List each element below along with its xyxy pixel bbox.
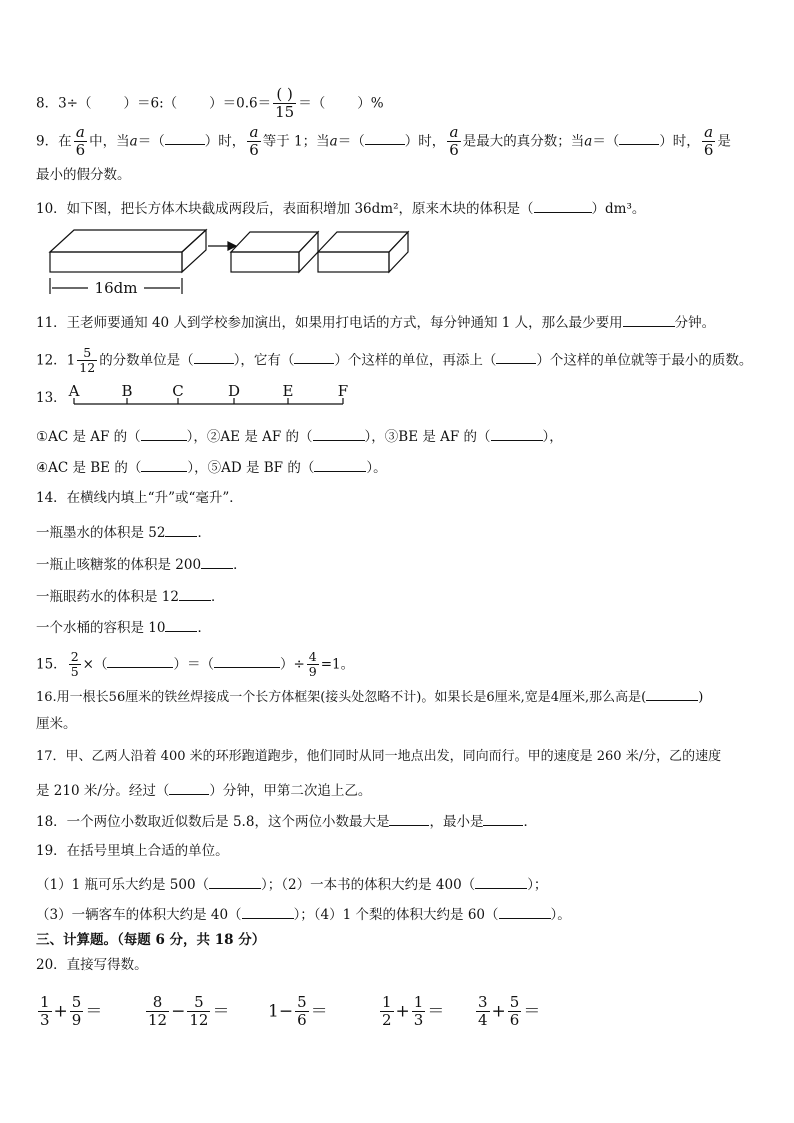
e3-operator: − bbox=[278, 1001, 294, 1022]
q16-blank[interactable] bbox=[646, 688, 698, 701]
q9-text-5: ＝（ bbox=[337, 133, 365, 150]
question-18 bbox=[36, 813, 537, 830]
q9-blank-1[interactable] bbox=[165, 132, 205, 145]
e4-frac-1 bbox=[380, 994, 394, 1030]
point-label-e: E bbox=[282, 382, 294, 400]
question-11 bbox=[36, 314, 715, 331]
e5-f2-num: 5 bbox=[509, 993, 520, 1011]
e3-f-den: 6 bbox=[297, 1011, 307, 1030]
q9-f1-den: 6 bbox=[75, 141, 86, 160]
q9-text-1: 中，当 bbox=[89, 133, 130, 150]
q16-text-2: ) bbox=[698, 690, 704, 705]
q16-text-1: 16.用一根长56厘米的铁丝焊接成一个长方体框架(接头处忽略不计)。如果长是6厘米,宽是4厘米,那么高是( bbox=[36, 690, 647, 705]
q9-text-6: ）时， bbox=[404, 133, 446, 150]
q18-blank-2[interactable] bbox=[483, 813, 523, 826]
e4-frac-2 bbox=[412, 994, 426, 1030]
q14-blank-2[interactable] bbox=[201, 556, 233, 569]
question-10 bbox=[36, 200, 645, 217]
big-block-side bbox=[182, 230, 206, 272]
point-label-c: C bbox=[172, 382, 184, 400]
question-16-line-2: 厘米。 bbox=[36, 716, 77, 732]
q11-text-2: 分钟。 bbox=[674, 315, 716, 331]
q19-blank-1[interactable] bbox=[209, 876, 261, 889]
e4-equals: ＝ bbox=[427, 1001, 445, 1022]
question-13-row-1 bbox=[36, 428, 563, 445]
question-13-row-2 bbox=[36, 459, 387, 476]
q8-text-3: ）＝0.6＝ bbox=[209, 95, 272, 112]
question-12 bbox=[36, 346, 752, 376]
q8-number: 8． bbox=[36, 95, 59, 112]
q12-blank-3[interactable] bbox=[496, 351, 536, 364]
q12-text-2: ），它有（ bbox=[233, 352, 295, 369]
e5-frac-1 bbox=[476, 994, 490, 1030]
block2-side bbox=[299, 232, 318, 272]
e1-frac-2 bbox=[70, 994, 84, 1030]
e2-f1-den: 12 bbox=[148, 1011, 168, 1030]
q13-blank-2[interactable] bbox=[313, 428, 365, 441]
q13-r1-text-c: ），③BE 是 AF 的（ bbox=[364, 429, 491, 445]
q9-fraction-2 bbox=[247, 124, 261, 160]
q12-text-1: 的分数单位是（ bbox=[99, 352, 194, 369]
q10-text-2: ）dm³。 bbox=[591, 201, 646, 217]
q15-f2-den: 9 bbox=[308, 664, 317, 680]
q12-text-3: ）个这样的单位，再添上（ bbox=[334, 352, 497, 369]
block2-front bbox=[231, 252, 299, 272]
question-15 bbox=[36, 650, 354, 680]
block3-top bbox=[318, 232, 408, 252]
e1-equals: ＝ bbox=[85, 1001, 103, 1022]
q13-blank-1[interactable] bbox=[141, 428, 187, 441]
e2-operator: − bbox=[171, 1001, 186, 1022]
q12-frac-den: 12 bbox=[79, 360, 96, 376]
q8-frac-num: ( ) bbox=[276, 85, 293, 103]
q9-f2-den: 6 bbox=[249, 141, 259, 160]
q14-blank-4[interactable] bbox=[165, 619, 197, 632]
e5-frac-2 bbox=[508, 994, 522, 1030]
e3-frac bbox=[295, 994, 309, 1030]
q13-r2-text-a: ④AC 是 BE 的（ bbox=[36, 460, 142, 476]
question-19-row-2 bbox=[36, 906, 571, 923]
q13-r2-text-c: ）。 bbox=[366, 460, 387, 476]
q12-blank-1[interactable] bbox=[194, 351, 234, 364]
q14-item-2-dot: ． bbox=[233, 557, 247, 573]
e4-f1-den: 2 bbox=[382, 1011, 392, 1030]
question-19-title: 19．在括号里填上合适的单位。 bbox=[36, 843, 229, 859]
point-label-d: D bbox=[227, 382, 241, 400]
q15-number: 15． bbox=[36, 656, 67, 673]
e2-f1-num: 8 bbox=[152, 993, 163, 1011]
q9-text-4: 等于 1；当 bbox=[262, 133, 330, 150]
q9-blank-2[interactable] bbox=[365, 132, 405, 145]
e5-f2-den: 6 bbox=[509, 1011, 520, 1030]
q13-r1-text-a: ①AC 是 AF 的（ bbox=[36, 429, 141, 445]
q15-f2-num: 4 bbox=[308, 649, 317, 664]
q15-text-3: ）÷ bbox=[279, 656, 305, 673]
q13-blank-3[interactable] bbox=[491, 428, 543, 441]
q13-r2-text-b: ），⑤AD 是 BF 的（ bbox=[187, 460, 315, 476]
q17-text-b: ）分钟，甲第二次追上乙。 bbox=[209, 783, 372, 799]
q19-r2-text-a: （3）一辆客车的体积大约是 40（ bbox=[36, 907, 242, 923]
q9-f4-den: 6 bbox=[703, 141, 714, 160]
e2-frac-2 bbox=[187, 994, 210, 1030]
e5-operator: + bbox=[491, 1001, 506, 1022]
q14-item-4-text: 一个水桶的容积是 10 bbox=[36, 620, 166, 636]
expression-3 bbox=[268, 994, 328, 1030]
expression-2 bbox=[144, 994, 229, 1030]
e1-f2-num: 5 bbox=[71, 993, 82, 1011]
q8-frac-den: 15 bbox=[275, 103, 295, 122]
q12-number: 12．1 bbox=[36, 352, 76, 369]
q14-item-3-text: 一瓶眼药水的体积是 12 bbox=[36, 589, 179, 605]
e4-f1-num: 1 bbox=[382, 993, 392, 1011]
q10-text: 10．如下图，把长方体木块截成两段后，表面积增加 36dm²，原来木块的体积是（ bbox=[36, 201, 534, 217]
q9-f1-num: a bbox=[75, 123, 85, 141]
q15-f1-den: 5 bbox=[70, 664, 79, 680]
e2-frac-1 bbox=[146, 994, 169, 1030]
e5-equals: ＝ bbox=[523, 1001, 541, 1022]
q12-fraction bbox=[77, 346, 97, 376]
block3-side bbox=[389, 232, 408, 272]
number-line bbox=[64, 380, 354, 410]
q14-item-3-dot: ． bbox=[210, 589, 225, 605]
question-20-title: 20．直接写得数。 bbox=[36, 957, 148, 973]
q8-text-5: ）% bbox=[357, 95, 384, 112]
q9-blank-3[interactable] bbox=[619, 132, 659, 145]
point-label-f: F bbox=[337, 382, 349, 400]
question-14-item-3 bbox=[36, 588, 224, 605]
q9-text-10: 是 bbox=[717, 133, 731, 150]
q10-blank[interactable] bbox=[534, 200, 592, 213]
q9-text-8: ＝（ bbox=[592, 133, 620, 150]
q9-fraction-3 bbox=[447, 124, 461, 160]
q15-fraction-1 bbox=[69, 650, 81, 680]
q9-text-3: ）时， bbox=[204, 133, 246, 150]
q15-text-2: ）＝（ bbox=[173, 656, 214, 673]
q19-blank-4[interactable] bbox=[499, 906, 551, 919]
q12-blank-2[interactable] bbox=[294, 351, 334, 364]
question-17-line-1: 17．甲、乙两人沿着 400 米的环形跑道跑步，他们同时从同一地点出发，同向而行。甲的速度是 260 米/分，乙的速度 bbox=[36, 749, 722, 764]
q15-blank-2[interactable] bbox=[214, 655, 280, 668]
q9-text-2: ＝（ bbox=[137, 133, 165, 150]
q9-var-1: a bbox=[129, 133, 138, 150]
e1-operator: + bbox=[53, 1001, 68, 1022]
e2-f2-num: 5 bbox=[194, 993, 204, 1011]
block3-front bbox=[318, 252, 389, 272]
question-8 bbox=[36, 86, 384, 122]
q8-fraction bbox=[273, 86, 296, 122]
q12-frac-num: 5 bbox=[83, 345, 92, 360]
q9-f4-num: a bbox=[704, 123, 714, 141]
q8-text-4: ＝（ bbox=[298, 95, 326, 112]
q17-blank[interactable] bbox=[169, 782, 209, 795]
q18-text-1: 18．一个两位小数取近似数后是 5.8，这个两位小数最大是 bbox=[36, 814, 390, 830]
e2-f2-den: 12 bbox=[189, 1011, 209, 1030]
q19-r2-text-b: ）；（4）1 个梨的体积大约是 60（ bbox=[293, 907, 499, 923]
q19-r1-text-c: ）； bbox=[527, 877, 548, 893]
question-14-item-1 bbox=[36, 524, 211, 541]
question-14-item-4 bbox=[36, 619, 211, 636]
q15-fraction-2 bbox=[307, 650, 319, 680]
q13-blank-5[interactable] bbox=[314, 459, 366, 472]
q19-r1-text-a: （1）1 瓶可乐大约是 500（ bbox=[36, 877, 210, 893]
q9-text-9: ）时， bbox=[659, 133, 700, 150]
expression-4 bbox=[378, 994, 444, 1030]
e1-f1-den: 3 bbox=[40, 1011, 50, 1030]
q14-blank-1[interactable] bbox=[165, 524, 197, 537]
q17-text-a: 是 210 米/分。经过（ bbox=[36, 783, 170, 799]
question-19-row-1 bbox=[36, 876, 547, 893]
question-9-line-2: 最小的假分数。 bbox=[36, 167, 131, 183]
q9-f3-num: a bbox=[449, 123, 459, 141]
cuboid-figure bbox=[44, 226, 424, 298]
q9-var-3: a bbox=[584, 133, 593, 150]
q14-item-1-dot: ． bbox=[197, 525, 211, 541]
question-14-title: 14．在横线内填上“升”或“毫升”． bbox=[36, 490, 243, 506]
q18-text-3: ． bbox=[523, 814, 537, 830]
e3-equals: ＝ bbox=[310, 1001, 328, 1022]
q14-item-2-text: 一瓶止咳糖浆的体积是 200 bbox=[36, 557, 202, 573]
q14-item-1-text: 一瓶墨水的体积是 52 bbox=[36, 525, 166, 541]
q9-f2-num: a bbox=[249, 123, 259, 141]
e1-f1-num: 1 bbox=[40, 993, 50, 1011]
q9-fraction-1 bbox=[74, 124, 88, 160]
q9-f3-den: 6 bbox=[449, 141, 459, 160]
e4-f2-den: 3 bbox=[413, 1011, 424, 1030]
q13-r1-text-b: ），②AE 是 AF 的（ bbox=[186, 429, 313, 445]
q19-r2-text-c: ）。 bbox=[550, 907, 571, 923]
point-label-a: A bbox=[68, 382, 80, 400]
q18-blank-1[interactable] bbox=[389, 813, 429, 826]
q13-r1-text-d: ）， bbox=[542, 429, 563, 445]
e4-operator: + bbox=[395, 1001, 410, 1022]
q8-text-2: ）＝6:（ bbox=[123, 95, 178, 112]
expression-5 bbox=[474, 994, 540, 1030]
q9-number: 9．在 bbox=[36, 133, 72, 150]
q15-blank-1[interactable] bbox=[107, 655, 173, 668]
e2-equals: ＝ bbox=[212, 1001, 230, 1022]
q9-fraction-4 bbox=[702, 124, 716, 160]
q15-f1-num: 2 bbox=[70, 649, 79, 664]
big-block-front bbox=[50, 252, 182, 272]
big-block-top bbox=[50, 230, 206, 252]
q12-text-4: ）个这样的单位就等于最小的质数。 bbox=[536, 352, 753, 369]
e3-whole: 1 bbox=[268, 1001, 279, 1022]
q8-text-1: 3÷（ bbox=[58, 95, 92, 112]
e5-f1-num: 3 bbox=[478, 993, 488, 1011]
e3-f-num: 5 bbox=[297, 993, 307, 1011]
q19-blank-3[interactable] bbox=[242, 906, 294, 919]
q14-item-4-dot: ． bbox=[197, 620, 211, 636]
question-13-number: 13． bbox=[36, 390, 67, 406]
e4-f2-num: 1 bbox=[413, 993, 424, 1011]
section-3-heading: 三、计算题。（每题 6 分，共 18 分） bbox=[36, 932, 266, 948]
block2-top bbox=[231, 232, 318, 252]
e1-frac-1 bbox=[38, 994, 52, 1030]
q19-r1-text-b: ）；（2）一本书的体积大约是 400（ bbox=[261, 877, 476, 893]
question-17-line-2 bbox=[36, 782, 371, 799]
e1-f2-den: 9 bbox=[71, 1011, 82, 1030]
question-16 bbox=[36, 688, 703, 704]
q11-text: 11．王老师要通知 40 人到学校参加演出，如果用打电话的方式，每分钟通知 1 人，那么最少要用 bbox=[36, 315, 623, 331]
q15-text-1: ×（ bbox=[82, 656, 108, 673]
q11-blank[interactable] bbox=[623, 314, 675, 327]
q13-blank-4[interactable] bbox=[141, 459, 187, 472]
q9-text-7: 是最大的真分数；当 bbox=[462, 133, 585, 150]
question-14-item-2 bbox=[36, 556, 247, 573]
q15-text-4: =1。 bbox=[320, 656, 355, 673]
dim-label: 16dm bbox=[94, 279, 138, 297]
q19-blank-2[interactable] bbox=[475, 876, 527, 889]
point-label-b: B bbox=[121, 382, 133, 400]
q9-var-2: a bbox=[329, 133, 338, 150]
e5-f1-den: 4 bbox=[478, 1011, 488, 1030]
q18-text-2: ，最小是 bbox=[429, 814, 484, 830]
q14-blank-3[interactable] bbox=[179, 588, 211, 601]
expression-1 bbox=[36, 994, 102, 1030]
question-9 bbox=[36, 124, 731, 160]
